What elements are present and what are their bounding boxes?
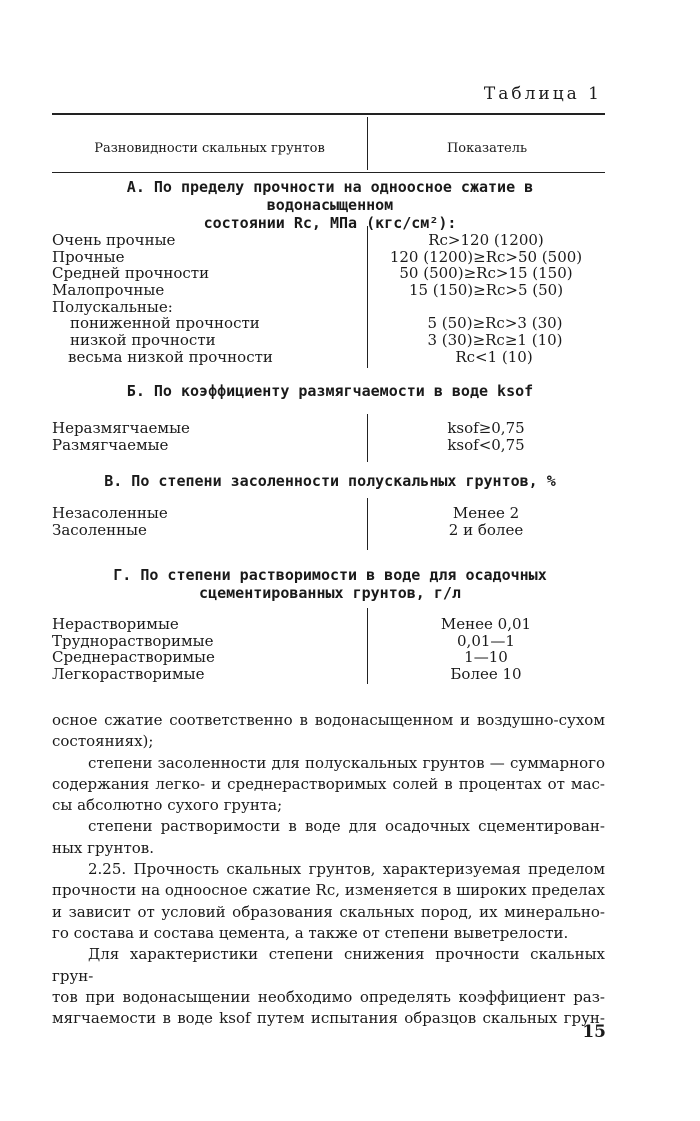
text-line: Для характеристики степени снижения прочности скальных грун- bbox=[52, 945, 605, 985]
row-label: Неразмягчаемые bbox=[52, 419, 190, 437]
table-row bbox=[52, 249, 605, 266]
row-value: 0,01—1 bbox=[457, 631, 515, 650]
text-line: и зависит от условий образования скальных пород, их минерально- bbox=[52, 902, 605, 921]
column-header-varieties: Разновидности скальных грунтов bbox=[94, 140, 325, 156]
row-value: Rc<1 (10) bbox=[455, 347, 533, 366]
text-line: состояниях); bbox=[52, 732, 154, 751]
section-a-rows bbox=[52, 232, 605, 366]
section-b-title bbox=[60, 382, 600, 400]
text-line: содержания легко- и среднерастворимых солей в процентах от мас- bbox=[52, 774, 605, 793]
text-line: осное сжатие соответственно в водонасыщенном и воздушно-сухом bbox=[52, 711, 605, 729]
row-value bbox=[367, 299, 605, 316]
table-row bbox=[52, 649, 605, 666]
row-value: 2 и более bbox=[448, 520, 524, 539]
row-label: весьма низкой прочности bbox=[68, 347, 273, 366]
table-title: Таблица 1 bbox=[483, 84, 602, 104]
row-label: Малопрочные bbox=[52, 281, 165, 300]
table-row bbox=[52, 522, 605, 539]
table-top-rule bbox=[52, 113, 605, 115]
table-row bbox=[52, 437, 605, 454]
table-row bbox=[52, 505, 605, 522]
row-value: 15 (150)≥Rc>5 (50) bbox=[408, 281, 564, 300]
table-row bbox=[52, 666, 605, 683]
paragraph-salinity bbox=[52, 753, 605, 817]
paragraph-solubility bbox=[52, 816, 605, 859]
row-label: Легкорастворимые bbox=[52, 665, 205, 684]
row-label: Средней прочности bbox=[52, 264, 210, 283]
row-value: 50 (500)≥Rc>15 (150) bbox=[399, 264, 573, 283]
table-row bbox=[52, 265, 605, 282]
text-line: сы абсолютно сухого грунта; bbox=[52, 796, 283, 815]
section-d-title bbox=[60, 566, 600, 602]
page-number: 15 bbox=[582, 1022, 606, 1042]
section-c-title-line-1: В. По степени засоленности полускальных грунтов, % bbox=[104, 472, 556, 490]
table-row bbox=[52, 616, 605, 633]
table-row bbox=[52, 315, 605, 332]
row-value: ksof≥0,75 bbox=[447, 419, 525, 437]
section-a-title-line-2: состоянии Rc, МПа (кгс/см²): bbox=[203, 214, 457, 232]
row-value: ksof<0,75 bbox=[447, 435, 525, 454]
row-label: пониженной прочности bbox=[70, 314, 260, 333]
table-row bbox=[52, 349, 605, 366]
section-c-rows bbox=[52, 505, 605, 538]
table-row bbox=[52, 420, 605, 437]
header-divider bbox=[367, 117, 368, 170]
text-line: прочности на одноосное сжатие Rc, изменяется в широких пределах bbox=[52, 881, 605, 900]
text-line: ных грунтов. bbox=[52, 838, 154, 857]
table-row bbox=[52, 332, 605, 349]
row-value: 5 (50)≥Rc>3 (30) bbox=[427, 314, 563, 333]
row-label: Очень прочные bbox=[52, 231, 176, 249]
table-row bbox=[52, 232, 605, 249]
text-line: мягчаемости в воде ksof путем испытания образцов скальных грун- bbox=[52, 1009, 605, 1028]
row-value: 1—10 bbox=[464, 648, 508, 667]
text-line: тов при водонасыщении необходимо определять коэффициент раз- bbox=[52, 987, 605, 1006]
body-text bbox=[52, 710, 605, 1029]
section-d-title-line-2: сцементированных грунтов, г/л bbox=[199, 584, 461, 602]
text-line: степени растворимости в воде для осадочных сцементирован- bbox=[88, 817, 605, 836]
row-label: Размягчаемые bbox=[52, 435, 169, 454]
row-label: Полускальные: bbox=[52, 297, 173, 316]
text-line: 2.25. Прочность скальных грунтов, характеризуемая пределом bbox=[88, 860, 605, 879]
header-bottom-rule bbox=[52, 172, 605, 173]
row-label: Нерастворимые bbox=[52, 615, 179, 633]
paragraph-softening bbox=[52, 944, 605, 1029]
paragraph-continuation bbox=[52, 710, 605, 753]
row-value: 3 (30)≥Rc≥1 (10) bbox=[427, 331, 563, 350]
table-row bbox=[52, 633, 605, 650]
section-a-title-line-1: А. По пределу прочности на одноосное сжатие в водонасыщенном bbox=[126, 178, 534, 214]
section-c-title bbox=[60, 472, 600, 490]
row-value: Rc>120 (1200) bbox=[428, 231, 544, 249]
row-value: Более 10 bbox=[450, 665, 522, 684]
section-b-title-line-1: Б. По коэффициенту размягчаемости в воде ksof bbox=[126, 382, 534, 400]
section-b-rows bbox=[52, 420, 605, 453]
table-row bbox=[52, 299, 605, 316]
row-value: 120 (1200)≥Rc>50 (500) bbox=[389, 247, 583, 266]
table-row bbox=[52, 282, 605, 299]
text-line: го состава и состава цемента, а также от степени выветрелости. bbox=[52, 923, 569, 942]
section-d-rows bbox=[52, 616, 605, 683]
row-value: Менее 2 bbox=[452, 504, 520, 522]
paragraph-2-25 bbox=[52, 859, 605, 944]
text-line: степени засоленности для полускальных грунтов — суммарного bbox=[88, 753, 605, 772]
section-a-title bbox=[60, 178, 600, 232]
column-header-indicator: Показатель bbox=[446, 140, 528, 156]
row-value: Менее 0,01 bbox=[440, 615, 532, 633]
row-label: Труднорастворимые bbox=[52, 631, 214, 650]
row-label: низкой прочности bbox=[70, 331, 216, 350]
section-d-title-line-1: Г. По степени растворимости в воде для осадочных bbox=[113, 566, 547, 584]
row-label: Незасоленные bbox=[52, 504, 168, 522]
row-label: Прочные bbox=[52, 247, 125, 266]
row-label: Среднерастворимые bbox=[52, 648, 215, 667]
row-label: Засоленные bbox=[52, 520, 147, 539]
